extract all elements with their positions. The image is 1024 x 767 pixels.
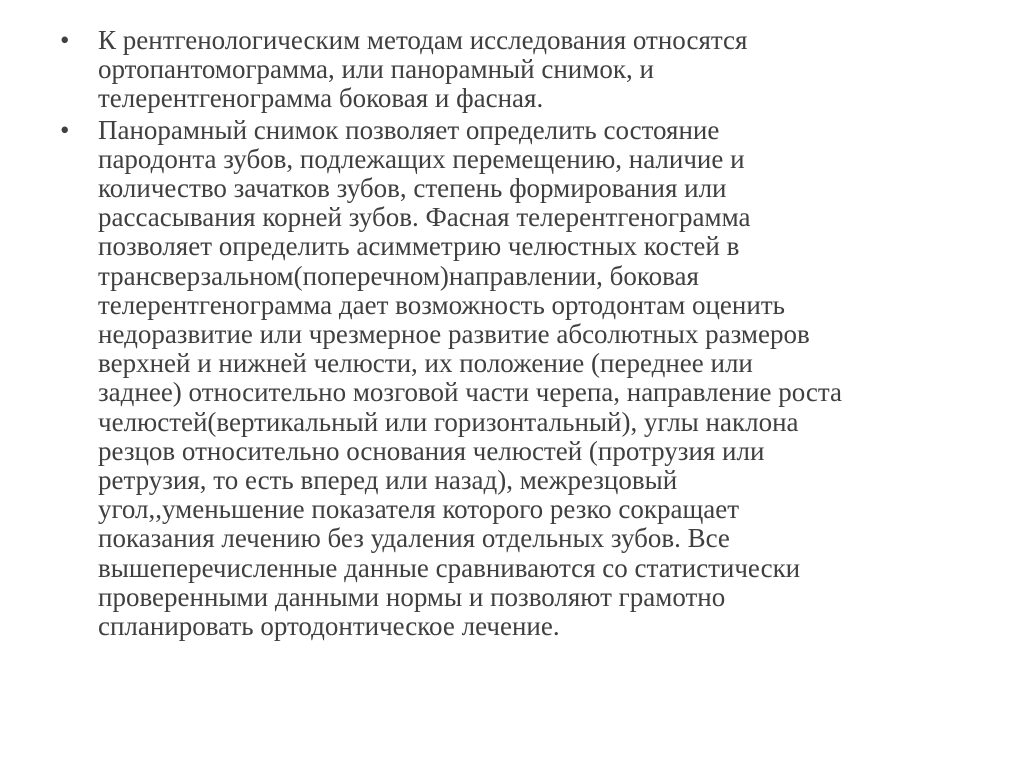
text-line: пародонта зубов, подлежащих перемещению, наличие и <box>98 143 745 174</box>
text-line: трансверзальном(поперечном)направлении, боковая <box>98 260 699 291</box>
text-line: показания лечению без удаления отдельных зубов. Все <box>98 523 730 554</box>
bullet-text-2 <box>98 116 960 642</box>
text-line: угол,,уменьшение показателя которого резко сокращает <box>98 494 740 525</box>
bullet-text-1 <box>98 26 960 114</box>
text-line: телерентгенограмма боковая и фасная. <box>98 83 544 114</box>
text-line: недоразвитие или чрезмерное развитие абсолютных размеров <box>98 319 810 350</box>
bullet-list <box>60 26 960 643</box>
text-line: Панорамный снимок позволяет определить состояние <box>98 114 720 145</box>
text-line: количество зачатков зубов, степень формирования или <box>98 173 727 204</box>
text-line: проверенными данными нормы и позволяют грамотно <box>98 581 726 612</box>
text-line: К рентгенологическим методам исследования относятся <box>98 25 748 55</box>
text-line: рассасывания корней зубов. Фасная телерентгенограмма <box>98 202 751 233</box>
text-line: спланировать ортодонтическое лечение. <box>98 611 560 642</box>
text-line: резцов относительно основания челюстей (протрузия или <box>98 435 765 466</box>
bullet-dot-icon: • <box>60 25 70 55</box>
text-line: телерентгенограмма дает возможность ортодонтам оценить <box>98 289 785 320</box>
text-line: позволяет определить асимметрию челюстных костей в <box>98 231 740 262</box>
text-line: ретрузия, то есть вперед или назад), межрезцовый <box>98 465 678 496</box>
text-line: верхней и нижней челюсти, их положение (переднее или <box>98 348 753 379</box>
text-line: заднее) относительно мозговой части черепа, направление роста <box>98 377 843 408</box>
bullet-item-2 <box>60 116 960 642</box>
text-line: вышеперечисленные данные сравниваются со статистически <box>98 552 801 583</box>
bullet-item-1 <box>60 26 960 114</box>
bullet-dot-icon: • <box>60 114 70 145</box>
text-line: челюстей(вертикальный или горизонтальный), углы наклона <box>98 406 799 437</box>
text-line: ортопантомограмма, или панорамный снимок, и <box>98 54 654 85</box>
